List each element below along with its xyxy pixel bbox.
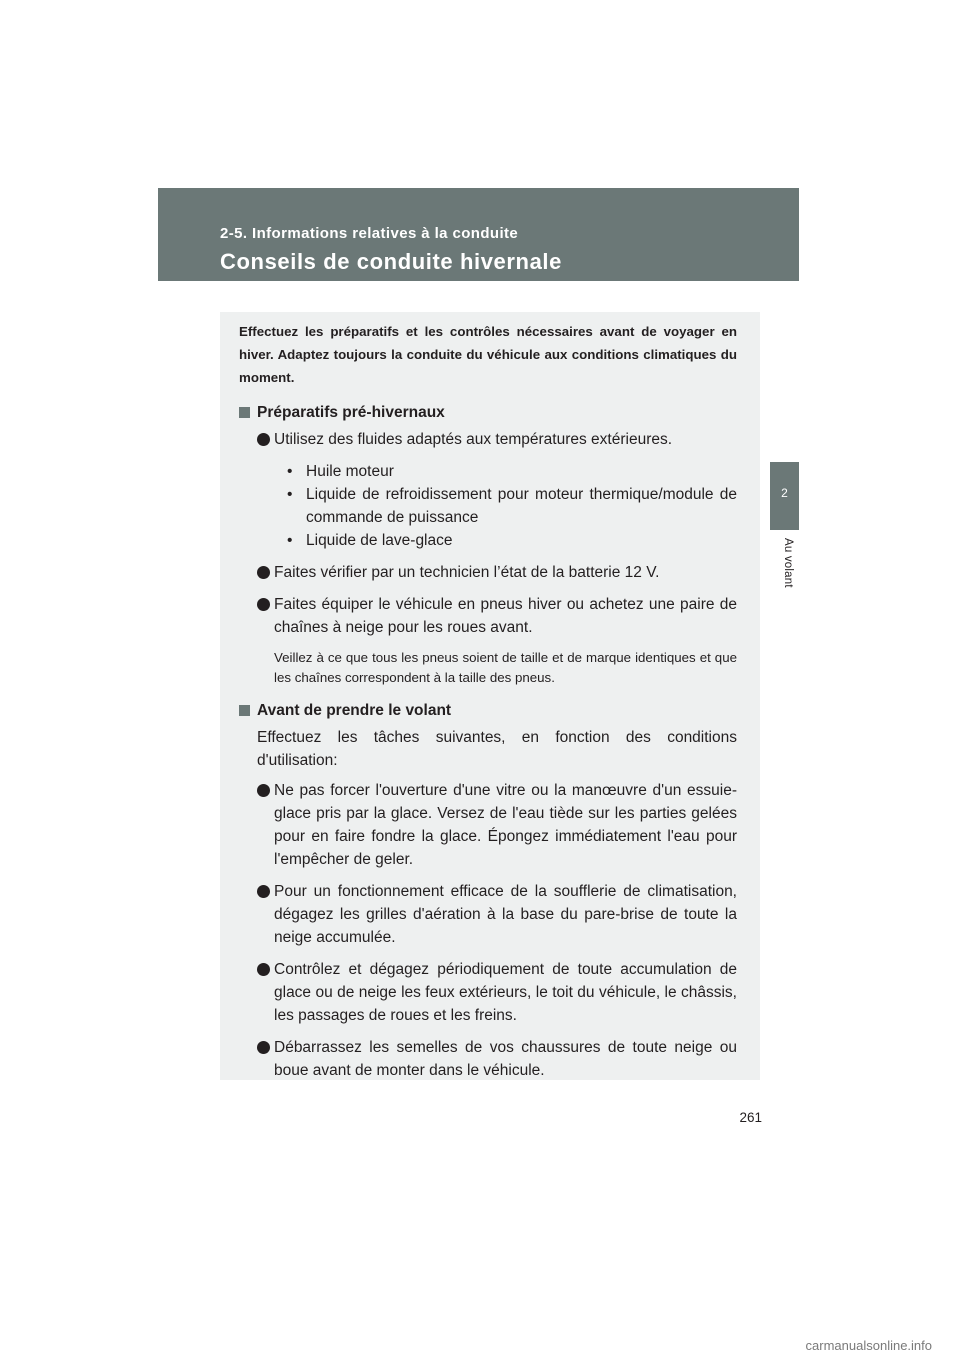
square-bullet-icon [239,705,250,716]
section-heading-label: Avant de prendre le volant [257,702,452,719]
footer-watermark: carmanualsonline.info [805,1338,932,1353]
sub-list-item [284,483,737,529]
section-label: 2-5. Informations relatives à la conduite [220,225,519,242]
chapter-number: 2 [781,486,788,500]
header-band [158,188,799,281]
page-title: Conseils de conduite hivernale [220,249,562,274]
section-intro-text: Effectuez les tâches suivantes, en fonction des conditions d'utilisation: [257,729,737,769]
list-item-text: Faites équiper le véhicule en pneus hiver ou achetez une paire de chaînes à neige pour les roues avant. [274,596,737,636]
sub-bullet-icon: • [287,486,293,503]
note-text: Veillez à ce que tous les pneus soient de taille et de marque identiques et que les chaînes correspondent à la taille des pneus. [274,650,737,685]
sub-list-item-text: Liquide de refroidissement pour moteur thermique/module de commande de puissance [306,486,737,526]
sub-list-item [284,529,737,552]
fluid-list [284,460,737,552]
dot-bullet-icon [257,1041,270,1054]
sub-list-item [284,460,737,483]
dot-bullet-icon [257,433,270,446]
dot-bullet-icon [257,566,270,579]
list-item-text: Contrôlez et dégagez périodiquement de toute accumulation de glace ou de neige les feux extérieurs, le toit du véhicule, le châssis, les passages de roues et les freins. [274,961,737,1024]
content-box [220,312,760,1080]
list-item [257,1036,737,1082]
dot-bullet-icon [257,598,270,611]
list-item [257,428,737,451]
sub-list-item-text: Liquide de lave-glace [306,532,453,549]
list-item [257,958,737,1027]
list-item-text: Débarrassez les semelles de vos chaussures de toute neige ou boue avant de monter dans le véhicule. [274,1039,737,1079]
list-item-text: Pour un fonctionnement efficace de la soufflerie de climatisation, dégagez les grilles d'aération à la base du pare-brise de toute la neige accumulée. [274,883,737,946]
page-number: 261 [739,1110,762,1125]
list-item [257,561,737,584]
dot-bullet-icon [257,963,270,976]
chapter-tab [770,462,799,530]
sub-list-item-text: Huile moteur [306,463,394,480]
list-item [257,779,737,871]
dot-bullet-icon [257,784,270,797]
section-heading-preparation [239,402,737,424]
list-item-text: Utilisez des fluides adaptés aux températures extérieures. [274,431,673,448]
intro-text: Effectuez les préparatifs et les contrôles nécessaires avant de voyager en hiver. Adaptez toujours la conduite du véhicule aux conditions climatiques du moment. [239,324,737,385]
content [239,320,737,1091]
sub-bullet-icon: • [287,532,293,549]
list-item-text: Ne pas forcer l'ouverture d'une vitre ou la manœuvre d'un essuie-glace pris par la glace. Versez de l'eau tiède sur les parties gelées pour en faire fondre la glace. Épongez immédiatement l'eau pour l'empêcher de geler. [274,782,737,868]
list-item [257,880,737,949]
sub-bullet-icon: • [287,463,293,480]
list-item-text: Faites vérifier par un technicien l’état de la batterie 12 V. [274,564,660,581]
section-heading-label: Préparatifs pré-hivernaux [257,404,445,421]
square-bullet-icon [239,407,250,418]
chapter-label: Au volant [782,538,794,588]
list-item [257,593,737,639]
dot-bullet-icon [257,885,270,898]
section-heading-before-driving [239,700,737,722]
